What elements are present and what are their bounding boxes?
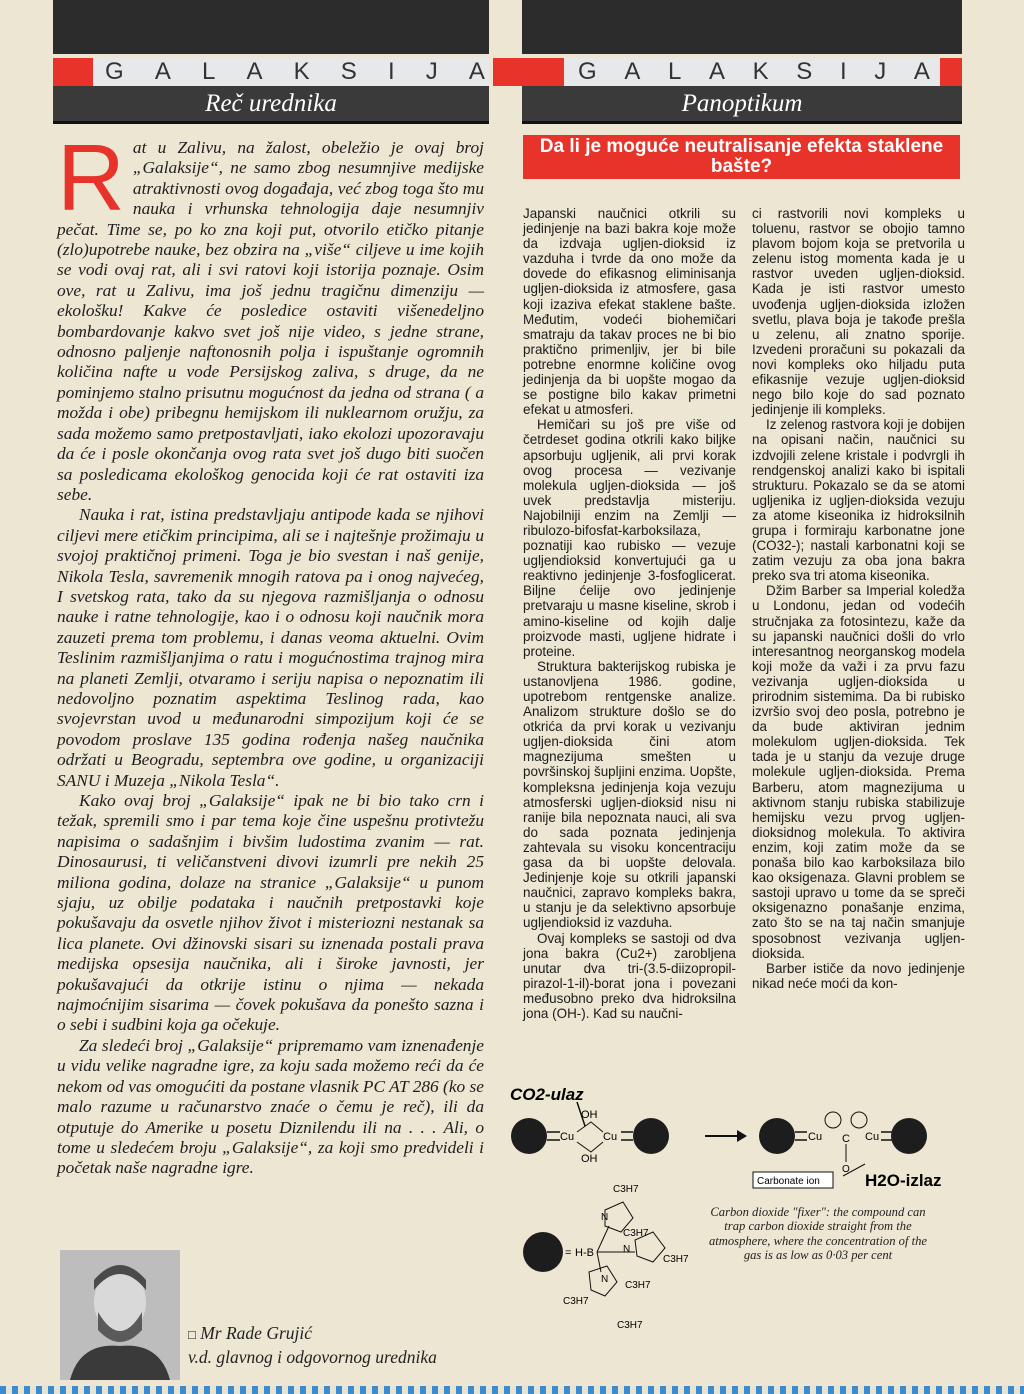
cu-label: Cu	[603, 1131, 618, 1143]
left-red-block-1	[53, 58, 93, 86]
editorial-text	[57, 125, 484, 1179]
oh-label: OH	[581, 1153, 598, 1165]
editor-portrait-icon	[60, 1250, 180, 1380]
article-paragraph: Struktura bakterijskog rubiska je ustanovljena 1986. godine, upotrebom rentgenske analize. Analizom strukture došlo se do otkrića da prvi korak u vezivanju ugljen-dioksida čini atom magnezijuma smešten u površinskoj šupljini enzima. Uopšte, kompleksna jedinjenja koja vezuju atmosferski ugljen-dioksid nisu ni ranije bila nepoznata nauci, ali sva do sada poznata jedinjenja zahtevala su visoku koncentraciju gasa da bi uopšte delovala. Jedinjenje koje su otkrili japanski naučnici, zapravo kompleks bakra, u stanju je da selektivno apsorbuje ugljendioksid iz vazduha.	[523, 658, 736, 931]
letter: K	[293, 58, 310, 85]
product-ball-left	[759, 1118, 795, 1154]
editor-photo	[60, 1250, 180, 1380]
letter: J	[874, 58, 887, 85]
reaction-arrow-icon	[737, 1130, 747, 1142]
cu-label: Cu	[808, 1131, 823, 1143]
left-galaksija-letters	[105, 58, 485, 86]
editorial-paragraph-4: Za sledeći broj „Galaksije“ pripremamo vam iznenađenje u vidu velike nagradne igre, za koju sada možemo reći da će nekom od vas omogućiti da postane vlasnik PC AT 286 (ko se malo razume u računarstvo znaće o čemu je reč), ili da otputuje do Amerike u posetu Diznilendu ili na . . . Ali, o tome u sledećem broju „Galaksije“, za koji smo predvideli i početak naše nagradne igre.	[57, 1035, 484, 1178]
letter: L	[667, 58, 682, 85]
letter: A	[154, 58, 171, 85]
letter: A	[468, 58, 485, 85]
letter: S	[796, 58, 813, 85]
nitrogen-label: N	[623, 1244, 631, 1255]
editorial-paragraph-2: Nauka i rat, istina predstavljaju antipode kada se njihovi ciljevi mere etičkim principima, ali se i najtešnje prožimaju u svojoj praktičnoj primeni. Toga je bio svestan i naš genije, Nikola Tesla, savremenik mnogih ratova pa i onog najvećeg, I svetskog rata, tako da su njegova razmišljanja o odnosu nauke i ratne tehnologije, kao i o odnosu koji naučnik mora zauzeti prema tom problemu, i danas veoma aktuelni. Ovim Teslinim razmišljanjima o ratu i mogućnostima trajnog mira na planeti Zemlji, otvaramo i seriju napisa o nepoznatim ili nedovoljno poznatim aspektima Teslinog rada, kao svojevrstan uvod u međunarodni simpozijum koji će se povodom proslave 135 godina rođenja našeg naučnika održati u Beogradu, septembra ove godine, u organizaciji SANU i Muzeja „Nikola Tesla“.	[57, 505, 484, 790]
letter: S	[340, 58, 357, 85]
complex-ball-right	[633, 1118, 669, 1154]
article-paragraph: Japanski naučnici otkrili su jedinjenje na bazi bakra koje može da izdvaja ugljen-dioksid iz vazduha i tvrde da ono može da dovede do efikasnog eliminisanja ugljen-dioksida iz atmosfere, gasa koji izaziva efekat staklene bašte. Međutim, vodeći biohemičari smatraju da takav proces ne bi bio praktično primenljiv, jer bi bile potrebne enormne količine ovog jedinjenja da bi uopšte mogao da se postigne bilo kakav primetni efekat u atmosferi.	[523, 206, 736, 418]
propyl-label: C3H7	[617, 1320, 643, 1331]
nitrogen-label: N	[601, 1274, 609, 1285]
signature-name: Mr Rade Grujić	[200, 1323, 313, 1343]
propyl-label: C3H7	[563, 1296, 589, 1307]
oh-label: OH	[581, 1109, 598, 1121]
letter: J	[425, 58, 438, 85]
svg-text:=: =	[565, 1247, 572, 1259]
right-top-band	[522, 0, 962, 54]
right-section-title: Panoptikum	[522, 86, 962, 124]
letter: A	[708, 58, 725, 85]
left-top-band	[53, 0, 489, 54]
letter: A	[246, 58, 263, 85]
carbonate-label: Carbonate ion	[757, 1176, 820, 1187]
diagram-caption: Carbon dioxide "fixer": the compound can trap carbon dioxide straight from the atmosphere, where the concentration of the gas is as low as 0·03 per cent	[708, 1205, 927, 1263]
editorial-paragraph-3: Kako ovaj broj „Galaksije“ ipak ne bi bio tako crn i težak, spremili smo i par tema koje čine uspešnu protivtežu napisima o sadašnjim i bivšim ludostima zvanim — rat. Dinosaurusi, ti veličanstveni divovi izumrli pre nekih 25 miliona godina, dolaze na stranice „Galaksije“ u punom sjaju, uz obilje podataka i naučnih pretpostavki koje pokušavaju da osvetle njihov život i misteriozni nestanak sa lica planete. Ovi džinovski sisari su iznenada postali prava medijska opsesija naučnika, ali i široke javnosti, jer pokušavajući da otkrije istinu o njima — nekada najmoćnijim sisarima — čovek pokušava da ponešto sazna i o sebi i sudbini koja ga očekuje.	[57, 791, 484, 1035]
article-column-1	[523, 206, 736, 1021]
square-bullet-icon: □	[188, 1327, 196, 1342]
pyrazole-ball	[523, 1232, 563, 1272]
product-ball-right	[891, 1118, 927, 1154]
drop-cap: R	[57, 125, 125, 230]
article-paragraph: Ovaj kompleks se sastoji od dva jona bakra (Cu2+) zarobljena unutar dva tri-(3.5-diizopropil-pirazol-1-il)-borat jona i povezani međusobno preko dva hidroksilna jona (OH-). Kad su naučni-	[523, 930, 736, 1021]
left-section-title: Reč urednika	[53, 86, 489, 124]
article-paragraph: ci rastvorili novi kompleks u toluenu, rastvor se obojio tamno plavom bojom koja se pretvorila u zelenu istog momenta kada je u rastvor uveden ugljen-dioksid. Kada je isti rastvor umesto uvođenja ugljen-dioksida izložen svetlu, plava boja je takođe prešla u zelenu, ali znatno sporije. Izvedeni proračuni su pokazali da novi kompleks oko hiljadu puta efikasnije vezuje ugljen-dioksid nego bilo koje do sad poznato jedinjenje ili kompleks.	[752, 206, 965, 418]
oxygen-label: O	[842, 1164, 850, 1175]
right-red-block-1	[522, 58, 564, 86]
carbon-label: C	[842, 1133, 850, 1145]
right-galaksija-strip	[522, 58, 962, 86]
letter: A	[913, 58, 930, 85]
left-galaksija-strip	[53, 58, 489, 86]
letter: I	[387, 58, 395, 85]
signature	[188, 1322, 437, 1368]
hb-label: H-B	[575, 1247, 594, 1259]
letter: A	[624, 58, 641, 85]
propyl-label: C3H7	[613, 1184, 639, 1195]
letter: I	[839, 58, 847, 85]
complex-ball-left	[511, 1118, 547, 1154]
binding-edge	[0, 1386, 1024, 1394]
propyl-label: C3H7	[625, 1280, 651, 1291]
article-column-2	[752, 206, 965, 991]
letter: L	[201, 58, 216, 85]
letter: G	[105, 58, 124, 85]
right-red-block-end	[940, 58, 962, 86]
signature-title: v.d. glavnog i odgovornog urednika	[188, 1347, 437, 1367]
propyl-label: C3H7	[663, 1254, 689, 1265]
co2-input-label: CO2-ulaz	[510, 1085, 584, 1104]
article-paragraph: Barber ističe da novo jedinjenje nikad neće moći da kon-	[752, 960, 965, 991]
article-headline: Da li je moguće neutralisanje efekta staklene bašte?	[523, 135, 960, 179]
letter: K	[752, 58, 769, 85]
cu-label: Cu	[865, 1131, 880, 1143]
right-galaksija-letters	[578, 58, 930, 86]
article-paragraph: Iz zelenog rastvora koji je dobijen na opisani način, naučnici su izdvojili zelene kristale i podvrgli ih rendgenskoj analizi kako bi ispitali strukturu. Pokazalo se da se atomi ugljenika iz ugljen-dioksida vezuju za atome kiseonika iz hidroksilnih grupa i formiraju karbonatne jone (CO32-); nastali karbonatni koji se zatim vezuju za oba jona bakra preko sva tri atoma kiseonika.	[752, 417, 965, 584]
letter: G	[578, 58, 597, 85]
cu-label: Cu	[560, 1131, 575, 1143]
editorial-paragraph-1: Rat u Zalivu, na žalost, obeležio je ovaj broj „Galaksije“, ne samo zbog nesumnjive medijske atraktivnosti ovog događaja, već zbog toga što mu nauka i vrhunska tehnologija daje nesumnjiv pečat. Time se, po ko zna koji put, otvorilo etičko pitanje (zlo)upotrebe nauke, bez obzira na „više“ ciljeve u ime kojih se vodi ovaj rat, ali i svi ratovi koji istorija poznaje. Osim ove, rat u Zalivu, ima još jednu tragičnu dimenziju — ekološku! Kakve će posledice ostaviti višenedeljno bombardovanje kakvo svet još nije video, s jedne strane, odnosno paljenje naftonosnih polja i ispuštanje ogromnih količina nafte u vode Persijskog zaliva, s druge, da ne pominjemo stalno prisutnu mogućnost da jedna od strana ( a možda i obe) pribegnu hemijskom ili nuklearnom oružju, za sada možemo samo pretpostavljati, iako ekolozi upozoravaju da će i posle okončanja ovog rata svet još dugo biti suočen sa posledicama ekološkog genocida koji će rat ostaviti iza sebe.	[57, 125, 484, 504]
h2o-output-label: H2O-izlaz	[865, 1171, 942, 1190]
article-paragraph: Džim Barber sa Imperial koledža u Londonu, jedan od vodećih stručnjaka za fotosintezu, kaže da su japanski naučnici došli do vrlo interesantnog neorganskog modela koji može da važi i za prvu fazu vezivanja ugljen-dioksida u prirodnim sistemima. Da bi rubisko izvršio svoj deo posla, potrebno je da bude aktiviran jednim molekulom ugljen-dioksida. Tek tada je u stanju da vezuje druge molekule ugljen-dioksida. Prema Barberu, atom magnezijuma u aktivnom stanju rubiska stabilizuje hemijsku vezu prvog ugljen-dioksidnog molekula. To aktivira enzim, koji zatim može da se ponaša bilo kao karboksilaza bilo kao oksigenaza. Glavni problem se sastoji upravo u tome da se spreči oksigenazno ponašanje enzima, zato što se na taj način smanjuje sposobnost vezivanja ugljen-dioksida.	[752, 583, 965, 961]
nitrogen-label: N	[601, 1212, 609, 1223]
propyl-label: C3H7	[623, 1228, 649, 1239]
article-paragraph: Hemičari su još pre više od četrdeset godina otkrili kako biljke apsorbuju ugljenik, ali prvi korak ovog procesa — vezivanje molekula ugljen-dioksida — još uvek predstavlja misteriju. Najobilniji enzim na Zemlji — ribulozo-bifosfat-karboksilaza, poznatiji kao rubisko — vezuje ugljendioksid konvertujući ga u reaktivno jedinjenje 3-fosfoglicerat. Biljne ćelije ovo jedinjenje pretvaraju u masne kiseline, skrob i amino-kiseline od kojih dalje proizvode masti, ugljene hidrate i proteine.	[523, 417, 736, 659]
